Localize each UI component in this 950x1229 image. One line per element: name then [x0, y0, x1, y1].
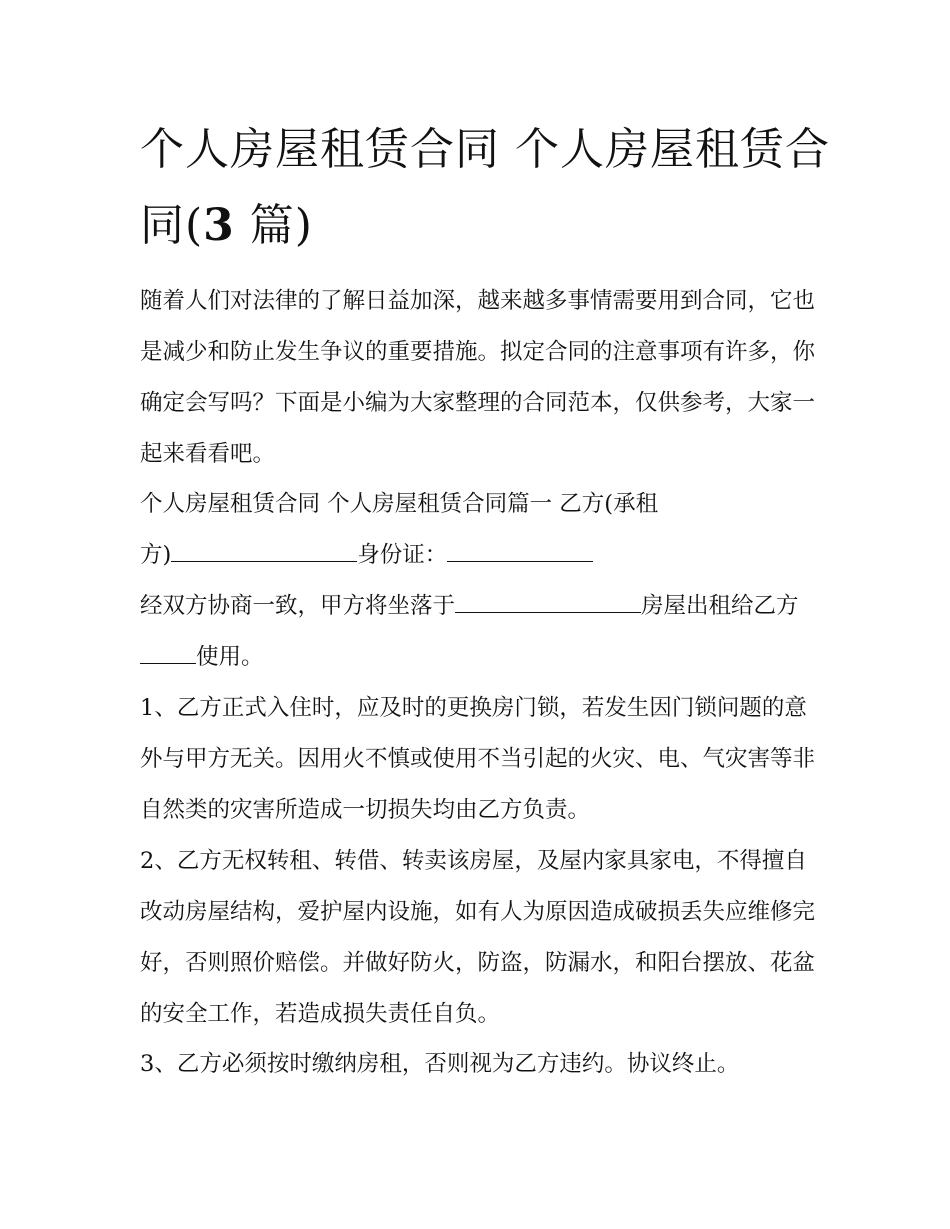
- location-text-c: 使用。: [196, 644, 264, 670]
- title-text-part1: 个人房屋租赁合同 个人房屋租赁合同(: [140, 124, 830, 251]
- tenant-name-blank: [171, 543, 357, 562]
- clause-3: 3、乙方必须按时缴纳房租，否则视为乙方违约。协议终止。: [140, 1051, 740, 1077]
- contract-heading-line-b: 方): [140, 542, 172, 568]
- id-number-blank: [447, 543, 593, 562]
- title-number: 3: [203, 200, 235, 251]
- intro-paragraph: 随着人们对法律的了解日益加深，越来越多事情需要用到合同，它也是减少和防止发生争议的重要措施。拟定合同的注意事项有许多，你确定会写吗？下面是小编为大家整理的合同范本，仅供参考，大家一起来看看吧。: [140, 288, 816, 467]
- contract-heading-paragraph: [140, 479, 820, 581]
- document-title: [140, 112, 840, 264]
- location-text-b: 房屋出租给乙方: [641, 593, 799, 619]
- clause-2: 2、乙方无权转租、转借、转卖该房屋，及屋内家具家电，不得擅自改动房屋结构，爱护屋内设施，如有人为原因造成破损丢失应维修完好，否则照价赔偿。并做好防火，防盗，防漏水，和阳台摆放、花盆的安全工作，若造成损失责任自负。: [140, 848, 816, 1027]
- contract-heading-line-a: 个人房屋租赁合同 个人房屋租赁合同篇一 乙方(承租: [140, 491, 659, 517]
- title-text-part2: 篇): [234, 200, 313, 251]
- property-address-blank: [455, 594, 641, 613]
- id-label: 身份证：: [357, 542, 448, 568]
- location-text-a: 经双方协商一致，甲方将坐落于: [140, 593, 456, 619]
- usage-blank: [140, 645, 196, 664]
- clause-1: 1、乙方正式入住时，应及时的更换房门锁，若发生因门锁问题的意外与甲方无关。因用火不慎或使用不当引起的火灾、电、气灾害等非自然类的灾害所造成一切损失均由乙方负责。: [140, 695, 816, 823]
- property-location-paragraph: [140, 581, 820, 683]
